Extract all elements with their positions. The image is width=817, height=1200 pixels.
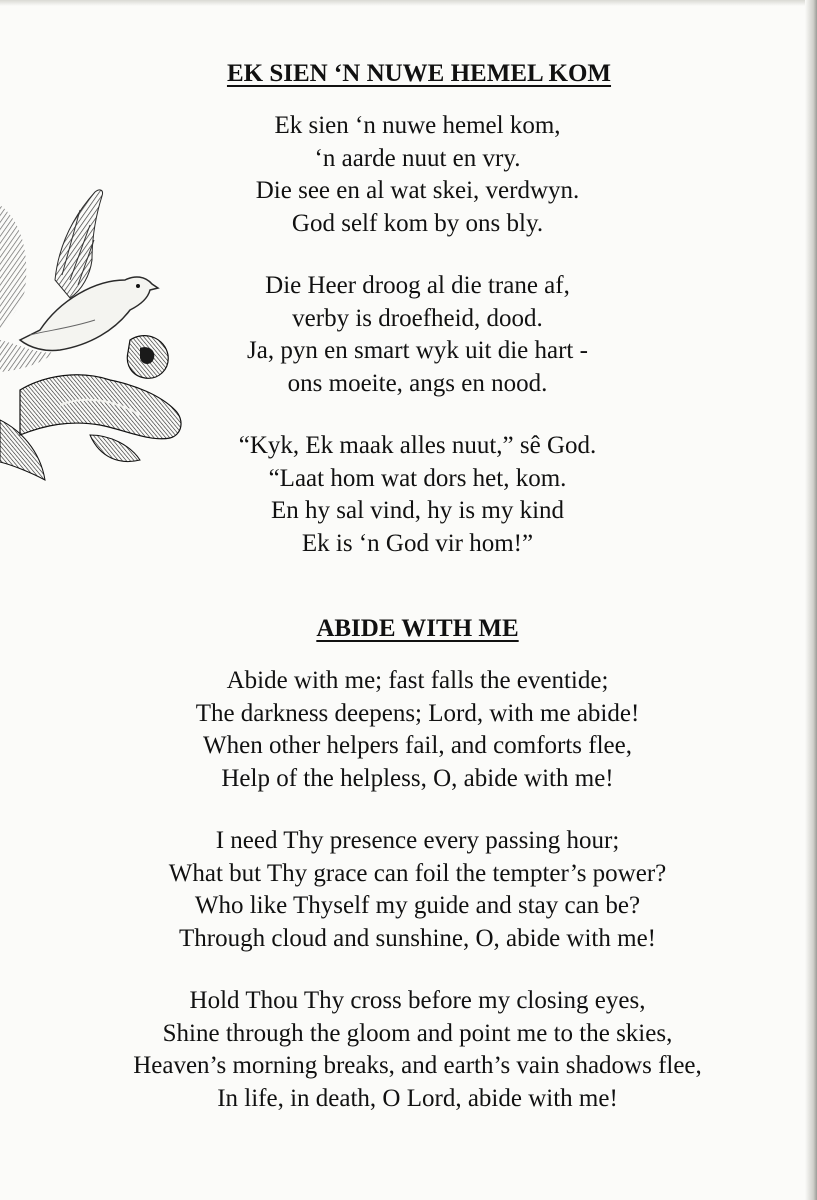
page-binding-edge xyxy=(805,0,817,1200)
verse-line: verby is droefheid, dood. xyxy=(292,304,543,332)
verse-line: Help of the helpless, O, abide with me! xyxy=(221,764,614,792)
verse-line: The darkness deepens; Lord, with me abide! xyxy=(195,699,640,727)
stanza xyxy=(40,665,795,795)
verse-line: Ek is ‘n God vir hom!” xyxy=(301,529,534,557)
stanza xyxy=(40,430,795,560)
stanza xyxy=(40,270,795,400)
verse-line: Ja, pyn en smart wyk uit die hart - xyxy=(247,337,588,364)
stanza xyxy=(40,110,795,240)
verse-line: In life, in death, O Lord, abide with me! xyxy=(217,1084,618,1112)
verse-line: Heaven’s morning breaks, and earth’s vain shadows flee, xyxy=(133,1052,702,1079)
verse-line: What but Thy grace can foil the tempter’s power? xyxy=(168,859,667,887)
verse-line: Die Heer droog al die trane af, xyxy=(265,272,570,299)
verse-line: Ek sien ‘n nuwe hemel kom, xyxy=(274,112,561,139)
verse-line: When other helpers fail, and comforts flee, xyxy=(203,732,632,759)
verse-line: Abide with me; fast falls the eventide; xyxy=(226,667,609,694)
verse-line: Hold Thou Thy cross before my closing eyes, xyxy=(189,987,646,1014)
verse-line: I need Thy presence every passing hour; xyxy=(215,827,620,854)
song-abide-with-me xyxy=(40,613,795,1115)
verse-line: ons moeite, angs en nood. xyxy=(287,369,548,397)
song-title: EK SIEN ‘N NUWE HEMEL KOM xyxy=(226,60,612,87)
verse-line: En hy sal vind, hy is my kind xyxy=(270,497,565,524)
stanza xyxy=(40,825,795,955)
verse-line: Die see en al wat skei, verdwyn. xyxy=(255,177,580,204)
page-top-edge xyxy=(0,0,817,6)
verse-line: Shine through the gloom and point me to the skies, xyxy=(162,1019,673,1047)
stanza xyxy=(40,985,795,1115)
verse-line: Through cloud and sunshine, O, abide with me! xyxy=(179,924,656,952)
song-title: ABIDE WITH ME xyxy=(316,615,519,642)
verse-line: Who like Thyself my guide and stay can be? xyxy=(194,892,641,919)
hymn-text xyxy=(40,58,795,1115)
verse-line: “Laat hom wat dors het, kom. xyxy=(268,464,567,492)
verse-line: God self kom by ons bly. xyxy=(291,209,544,237)
verse-line: ‘n aarde nuut en vry. xyxy=(314,144,521,172)
song-ek-sien xyxy=(40,58,795,560)
verse-line: “Kyk, Ek maak alles nuut,” sê God. xyxy=(238,432,597,459)
